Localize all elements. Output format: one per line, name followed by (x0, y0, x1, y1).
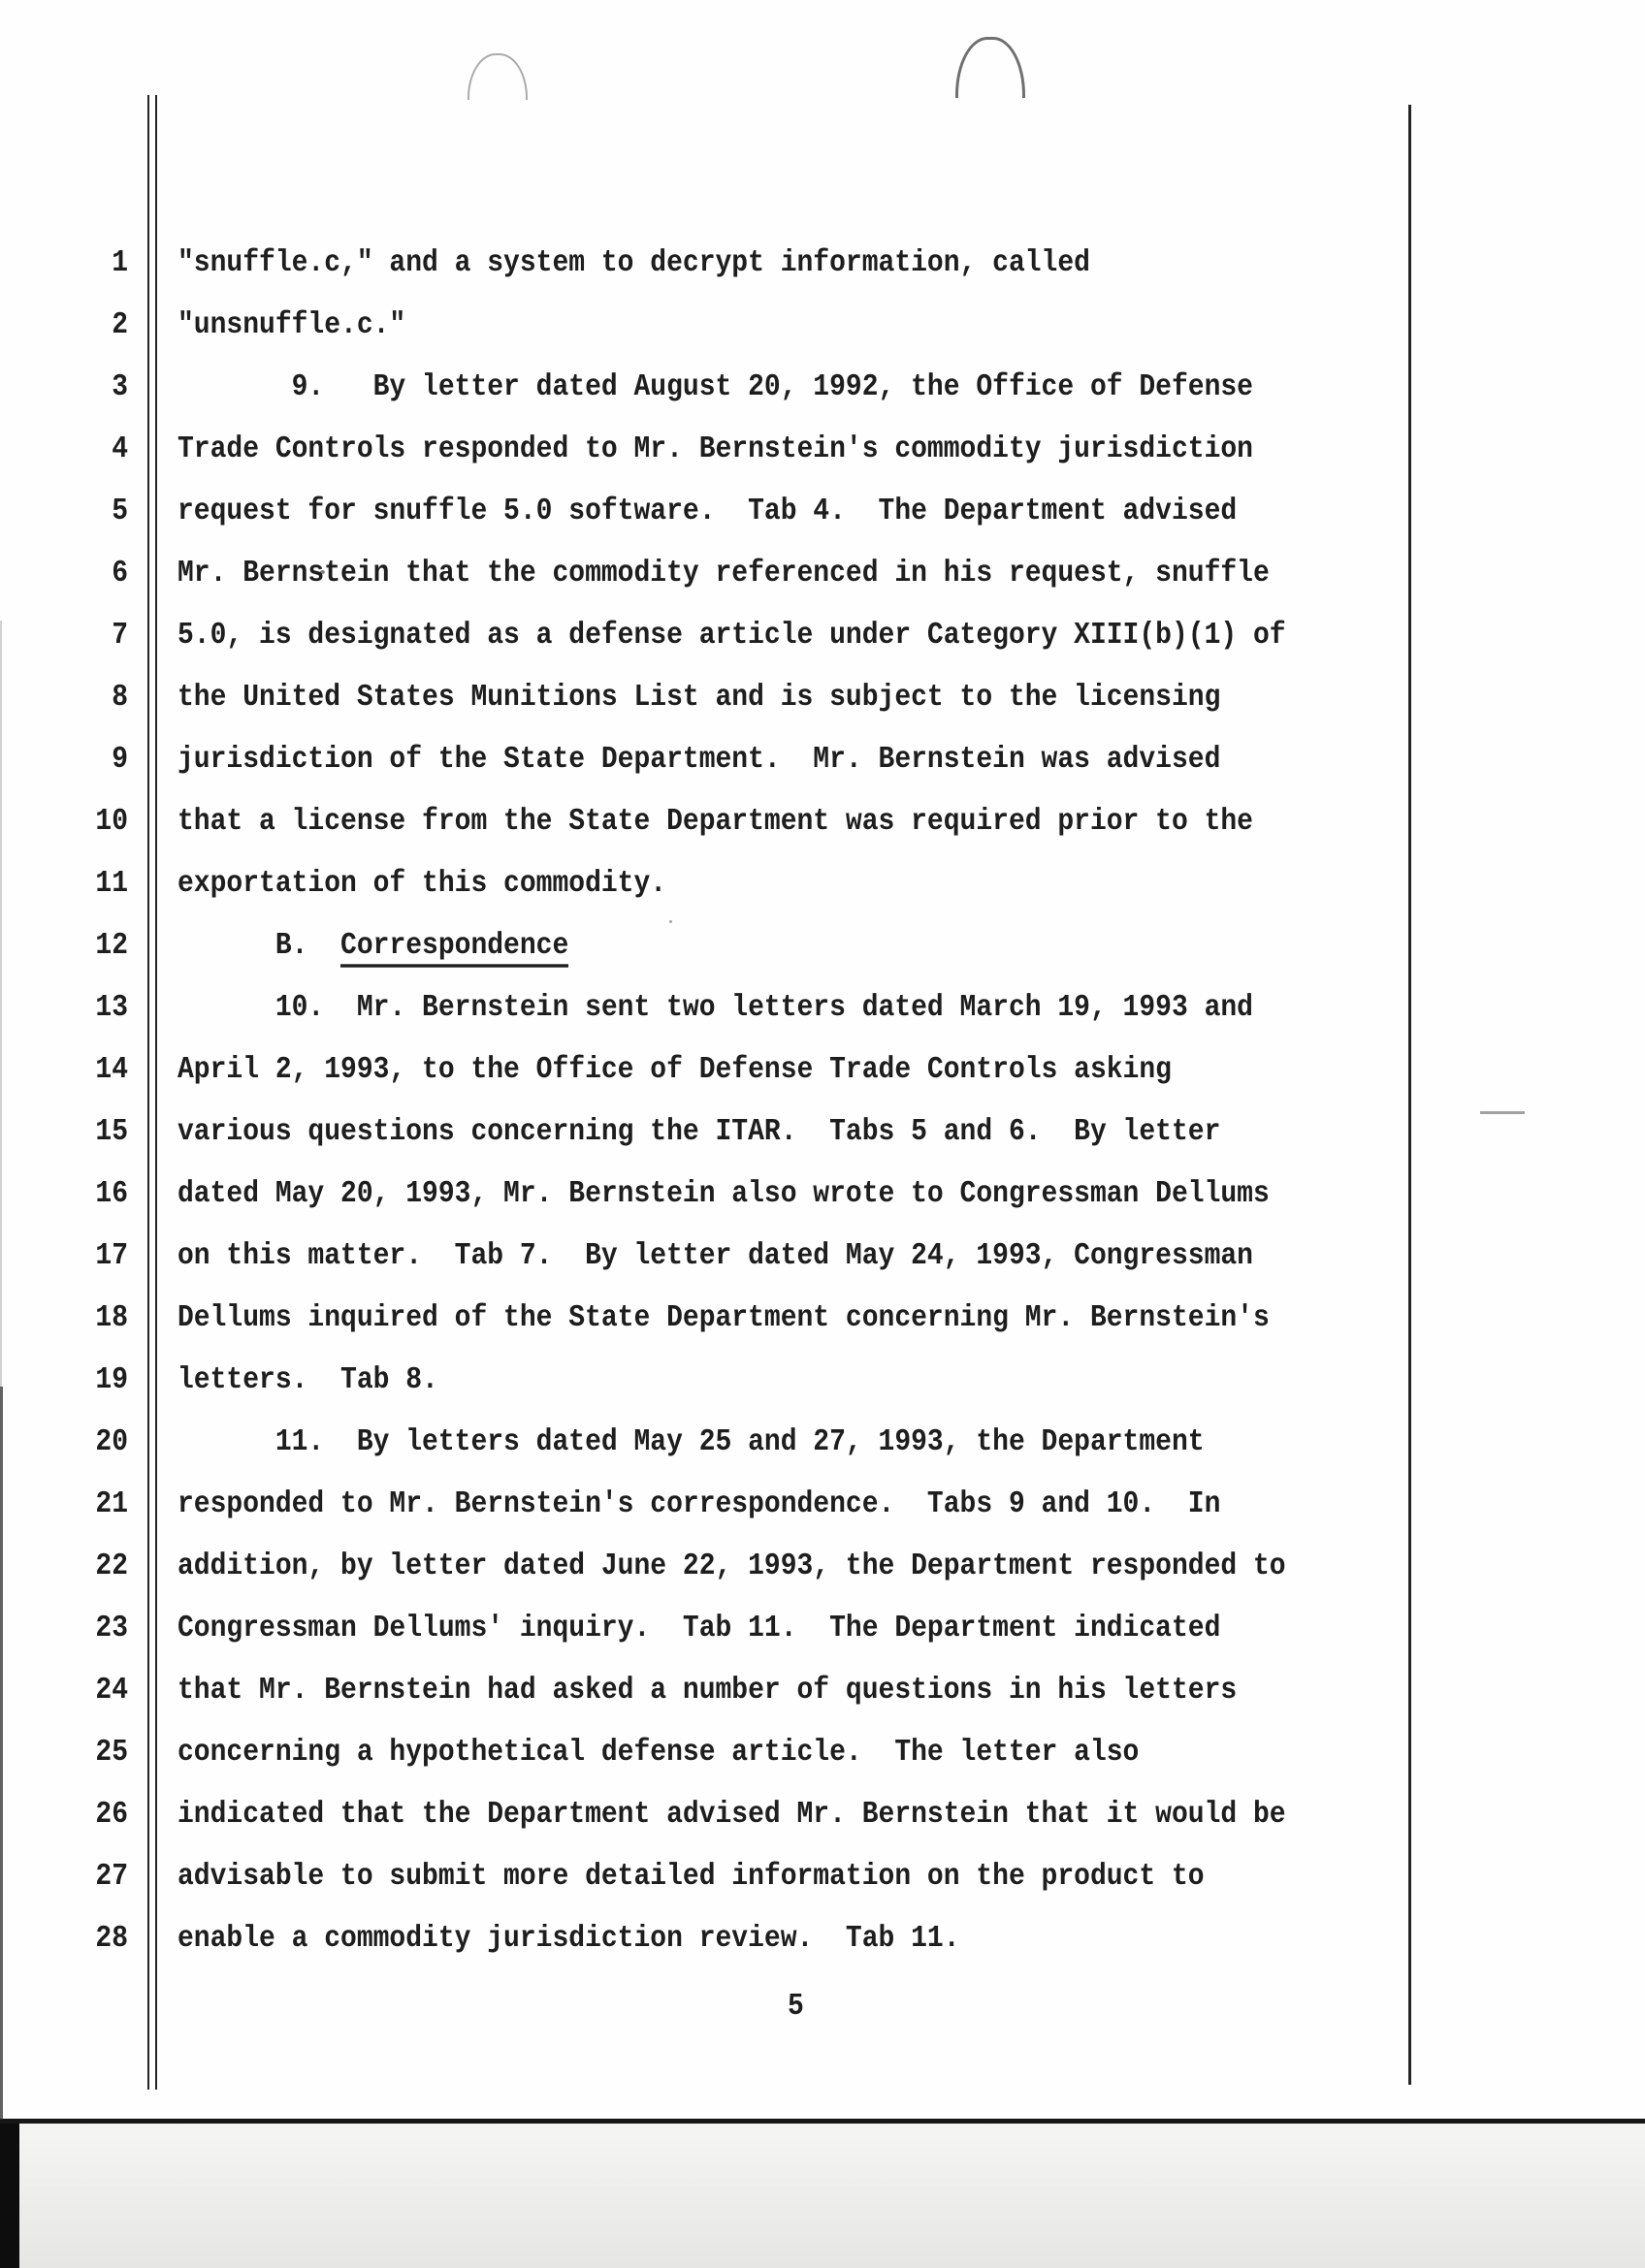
line-text: April 2, 1993, to the Office of Defense Trade Controls asking (177, 1053, 1172, 1088)
line-number: 4 (112, 432, 128, 467)
line-text: the United States Munitions List and is subject to the licensing (177, 681, 1221, 716)
document-line (0, 1670, 1645, 1732)
document-line (0, 1918, 1645, 1980)
document-line (0, 1359, 1645, 1421)
scan-bed-bottom (0, 2124, 1645, 2268)
line-text: concerning a hypothetical defense article. The letter also (177, 1736, 1140, 1771)
line-text: that Mr. Bernstein had asked a number of questions in his letters (177, 1674, 1238, 1709)
page-bottom-edge-line (0, 2119, 1645, 2124)
document-line (0, 1049, 1645, 1111)
line-number: 5 (112, 495, 128, 529)
document-line (0, 615, 1645, 677)
document-line (0, 987, 1645, 1049)
line-number: 20 (95, 1425, 128, 1460)
line-text: Mr. Bernstein that the commodity referenced in his request, snuffle (177, 557, 1270, 591)
line-number: 27 (95, 1860, 128, 1895)
document-line (0, 242, 1645, 304)
line-number: 18 (95, 1301, 128, 1336)
line-text: 10. Mr. Bernstein sent two letters dated March 19, 1993 and (177, 991, 1253, 1026)
page-number: 5 (788, 1990, 804, 2025)
line-text: 9. By letter dated August 20, 1992, the Office of Defense (177, 370, 1253, 405)
line-text: jurisdiction of the State Department. Mr. Bernstein was advised (177, 743, 1221, 778)
section-heading-underlined: Correspondence (340, 929, 568, 967)
line-text: addition, by letter dated June 22, 1993, the Department responded to (177, 1549, 1286, 1584)
line-number: 9 (112, 743, 128, 778)
line-number: 19 (95, 1363, 128, 1398)
document-line (0, 367, 1645, 429)
line-text: that a license from the State Department was required prior to the (177, 805, 1253, 840)
document-line (0, 1546, 1645, 1608)
document-line (0, 1421, 1645, 1484)
line-text: Dellums inquired of the State Department concerning Mr. Bernstein's (177, 1301, 1270, 1336)
line-text: request for snuffle 5.0 software. Tab 4. The Department advised (177, 495, 1238, 529)
line-number: 21 (95, 1487, 128, 1522)
line-text: responded to Mr. Bernstein's correspondence. Tabs 9 and 10. In (177, 1487, 1221, 1522)
section-label: B. (177, 929, 341, 964)
document-line (0, 1235, 1645, 1297)
line-text: advisable to submit more detailed information on the product to (177, 1860, 1205, 1895)
line-number: 28 (95, 1922, 128, 1957)
line-number: 22 (95, 1549, 128, 1584)
line-text: on this matter. Tab 7. By letter dated May 24, 1993, Congressman (177, 1239, 1253, 1274)
document-line (0, 1297, 1645, 1359)
line-number: 11 (95, 867, 128, 902)
line-text: "snuffle.c," and a system to decrypt information, called (177, 246, 1090, 281)
document-line (0, 1608, 1645, 1670)
line-text: various questions concerning the ITAR. Tabs 5 and 6. By letter (177, 1115, 1221, 1150)
document-line (0, 1484, 1645, 1546)
line-text: letters. Tab 8. (177, 1363, 438, 1398)
document-line (0, 677, 1645, 739)
line-number: 25 (95, 1736, 128, 1771)
line-number: 12 (95, 929, 128, 964)
line-text: exportation of this commodity. (177, 867, 667, 902)
document-line (0, 304, 1645, 367)
line-number: 13 (95, 991, 128, 1026)
line-text: "unsnuffle.c." (177, 308, 406, 343)
scan-black-stub (0, 2124, 19, 2268)
line-number: 14 (95, 1053, 128, 1088)
line-number: 2 (112, 308, 128, 343)
line-number: 24 (95, 1674, 128, 1709)
line-text: Trade Controls responded to Mr. Bernstein's commodity jurisdiction (177, 432, 1253, 467)
document-line (0, 1111, 1645, 1173)
line-number: 10 (95, 805, 128, 840)
document-line (0, 553, 1645, 615)
line-number: 26 (95, 1798, 128, 1833)
line-number: 15 (95, 1115, 128, 1150)
line-number: 8 (112, 681, 128, 716)
line-text: indicated that the Department advised Mr. Bernstein that it would be (177, 1798, 1286, 1833)
line-number: 1 (112, 246, 128, 281)
line-text: 5.0, is designated as a defense article under Category XIII(b)(1) of (177, 619, 1286, 654)
document-line (0, 1732, 1645, 1794)
line-number: 16 (95, 1177, 128, 1212)
line-text (177, 925, 568, 969)
document-line (0, 739, 1645, 801)
document-line (0, 429, 1645, 491)
line-text: dated May 20, 1993, Mr. Bernstein also wrote to Congressman Dellums (177, 1177, 1270, 1212)
document-line (0, 1856, 1645, 1918)
line-text: Congressman Dellums' inquiry. Tab 11. The Department indicated (177, 1612, 1221, 1646)
document-line (0, 1173, 1645, 1235)
line-number: 6 (112, 557, 128, 591)
document-line (0, 1794, 1645, 1856)
line-text: enable a commodity jurisdiction review. Tab 11. (177, 1922, 960, 1957)
document-line (0, 801, 1645, 863)
line-number: 3 (112, 370, 128, 405)
document-line (0, 491, 1645, 553)
line-number: 7 (112, 619, 128, 654)
document-line (0, 863, 1645, 925)
line-number: 17 (95, 1239, 128, 1274)
line-number: 23 (95, 1612, 128, 1646)
line-text: 11. By letters dated May 25 and 27, 1993, the Department (177, 1425, 1205, 1460)
document-line (0, 925, 1645, 987)
